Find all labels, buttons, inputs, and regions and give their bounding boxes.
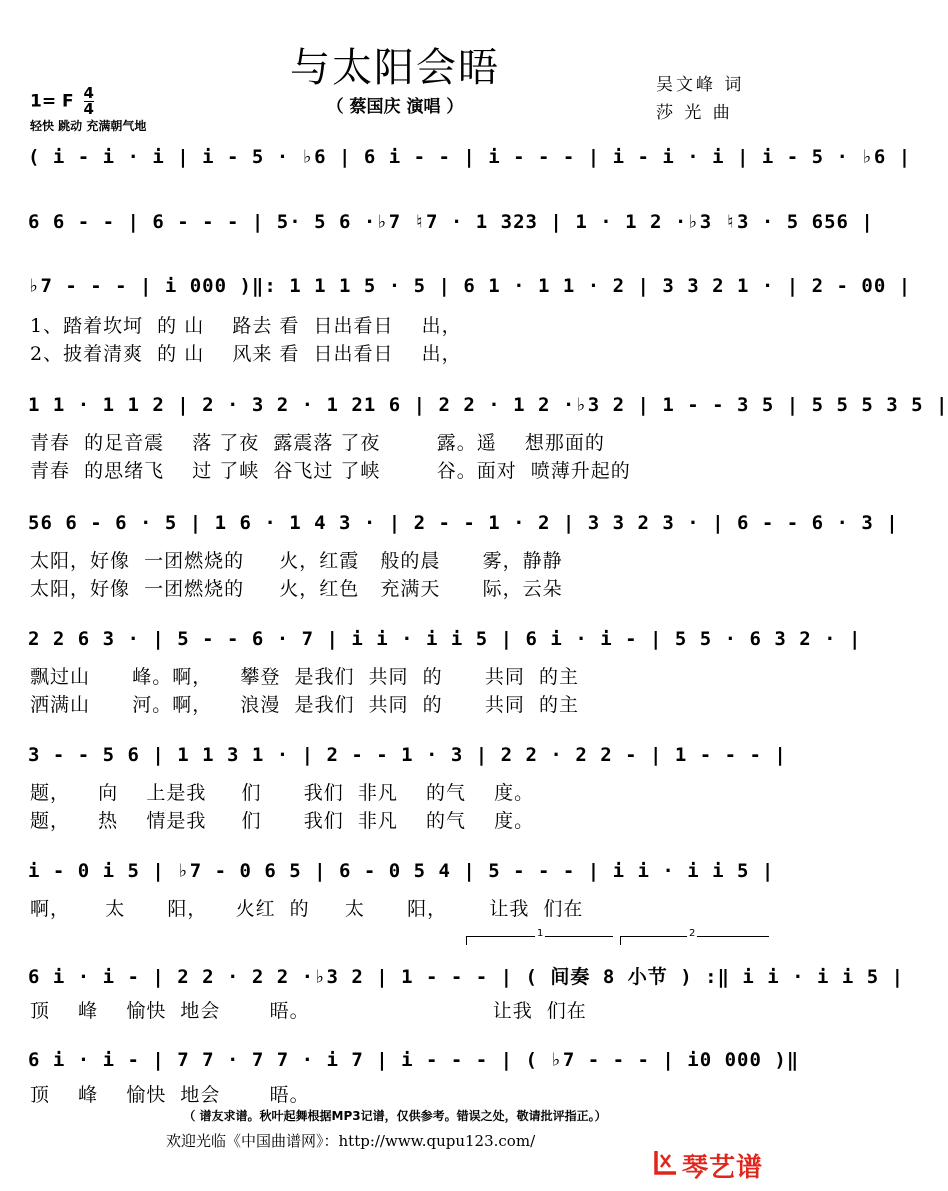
stave-row-7: 3 - - 5 6 | 1 1 3 1 · | 2 - - 1 · 3 | 2 2 · 2 2 - | 1 - - - | — [28, 744, 787, 766]
lyric-row-3-verse-2: 2、披着清爽 的 山 风来 看 日出看日 出， — [30, 343, 462, 365]
key-label: 1= F — [30, 91, 74, 112]
volta-first — [466, 928, 613, 945]
lyric-row-5-verse-2: 太阳，好像 一团燃烧的 火，红色 充满天 际，云朵 — [30, 578, 563, 600]
stave-row-9: 6 i · i - | 2 2 · 2 2 ·♭3 2 | 1 - - - | ( 间奏 8 小节 ) :‖ i i · i i 5 | — [28, 966, 905, 988]
lyric-row-4-verse-2: 青春 的思绪飞 过 了峡 谷飞过 了峡 谷。面对 喷薄升起的 — [30, 460, 631, 482]
time-top: 4 — [83, 84, 94, 102]
volta-second — [620, 928, 769, 945]
lyric-row-5-verse-1: 太阳，好像 一团燃烧的 火，红霞 般的晨 雾，静静 — [30, 550, 563, 572]
lyric-row-6-verse-2: 洒满山 河。啊， 浪漫 是我们 共同 的 共同 的主 — [30, 694, 579, 716]
volta-second-number: 2 — [689, 928, 696, 939]
tempo-marking: 轻快 跳动 充满朝气地 — [30, 119, 147, 133]
lyric-row-9: 顶 峰 愉快 地会 晤。 让我 们在 — [30, 1000, 587, 1022]
lyric-row-7-verse-1: 题， 向 上是我 们 我们 非凡 的气 度。 — [30, 782, 535, 804]
logo — [650, 1143, 780, 1183]
lyric-row-3-verse-1: 1、踏着坎坷 的 山 路去 看 日出看日 出， — [30, 315, 462, 337]
stave-row-5: 56 6 - 6 · 5 | 1 6 · 1 4 3 · | 2 - - 1 · 2 | 3 3 2 3 · | 6 - - 6 · 3 | — [28, 512, 899, 534]
transcriber-note: （ 谱友求谱。秋叶起舞根据MP3记谱，仅供参考。错误之处，敬请批评指正。） — [183, 1109, 607, 1123]
lyric-row-7-verse-2: 题， 热 情是我 们 我们 非凡 的气 度。 — [30, 810, 535, 832]
stave-row-4: 1 1 · 1 1 2 | 2 · 3 2 · 1 21 6 | 2 2 · 1 2 ·♭3 2 | 1 - - 3 5 | 5 5 5 3 5 | — [28, 394, 948, 416]
lyric-row-6-verse-1: 飘过山 峰。啊， 攀登 是我们 共同 的 共同 的主 — [30, 666, 579, 688]
stave-row-1: ( i - i · i | i - 5 · ♭6 | 6 i - - | i - - - | i - i · i | i - 5 · ♭6 | — [28, 146, 912, 168]
key-signature — [30, 86, 94, 117]
song-title: 与太阳会晤 — [290, 45, 500, 91]
lyric-row-8: 啊， 太 阳， 火红 的 太 阳， 让我 们在 — [30, 898, 584, 920]
volta-first-number: 1 — [537, 928, 544, 939]
composer: 莎 光 曲 — [656, 103, 733, 123]
logo-text: 琴艺谱 — [682, 1153, 764, 1183]
lyricist: 吴文峰 词 — [656, 75, 745, 95]
site-link[interactable]: 欢迎光临《中国曲谱网》：http://www.qupu123.com/ — [166, 1132, 536, 1150]
lyric-row-4-verse-1: 青春 的足音震 落 了夜 露震落 了夜 露。遥 想那面的 — [30, 432, 605, 454]
stave-row-6: 2 2 6 3 · | 5 - - 6 · 7 | i i · i i 5 | 6 i · i - | 5 5 · 6 3 2 · | — [28, 628, 862, 650]
lyric-row-10: 顶 峰 愉快 地会 晤。 — [30, 1084, 310, 1106]
logo-mark-icon — [650, 1147, 680, 1177]
stave-row-8: i - 0 i 5 | ♭7 - 0 6 5 | 6 - 0 5 4 | 5 - - - | i i · i i 5 | — [28, 860, 775, 882]
time-signature — [84, 86, 94, 117]
stave-row-10: 6 i · i - | 7 7 · 7 7 · i 7 | i - - - | ( ♭7 - - - | i0 000 )‖ — [28, 1049, 800, 1071]
stave-row-3: ♭7 - - - | i 000 )‖: 1 1 1 5 · 5 | 6 1 · 1 1 · 2 | 3 3 2 1 · | 2 - 00 | — [28, 275, 912, 297]
singer-line: （ 蔡国庆 演唱 ） — [326, 97, 464, 117]
time-bottom: 4 — [83, 100, 94, 118]
stave-row-2: 6 6 - - | 6 - - - | 5· 5 6 ·♭7 ♮7 · 1 323 | 1 · 1 2 ·♭3 ♮3 · 5 656 | — [28, 211, 874, 233]
